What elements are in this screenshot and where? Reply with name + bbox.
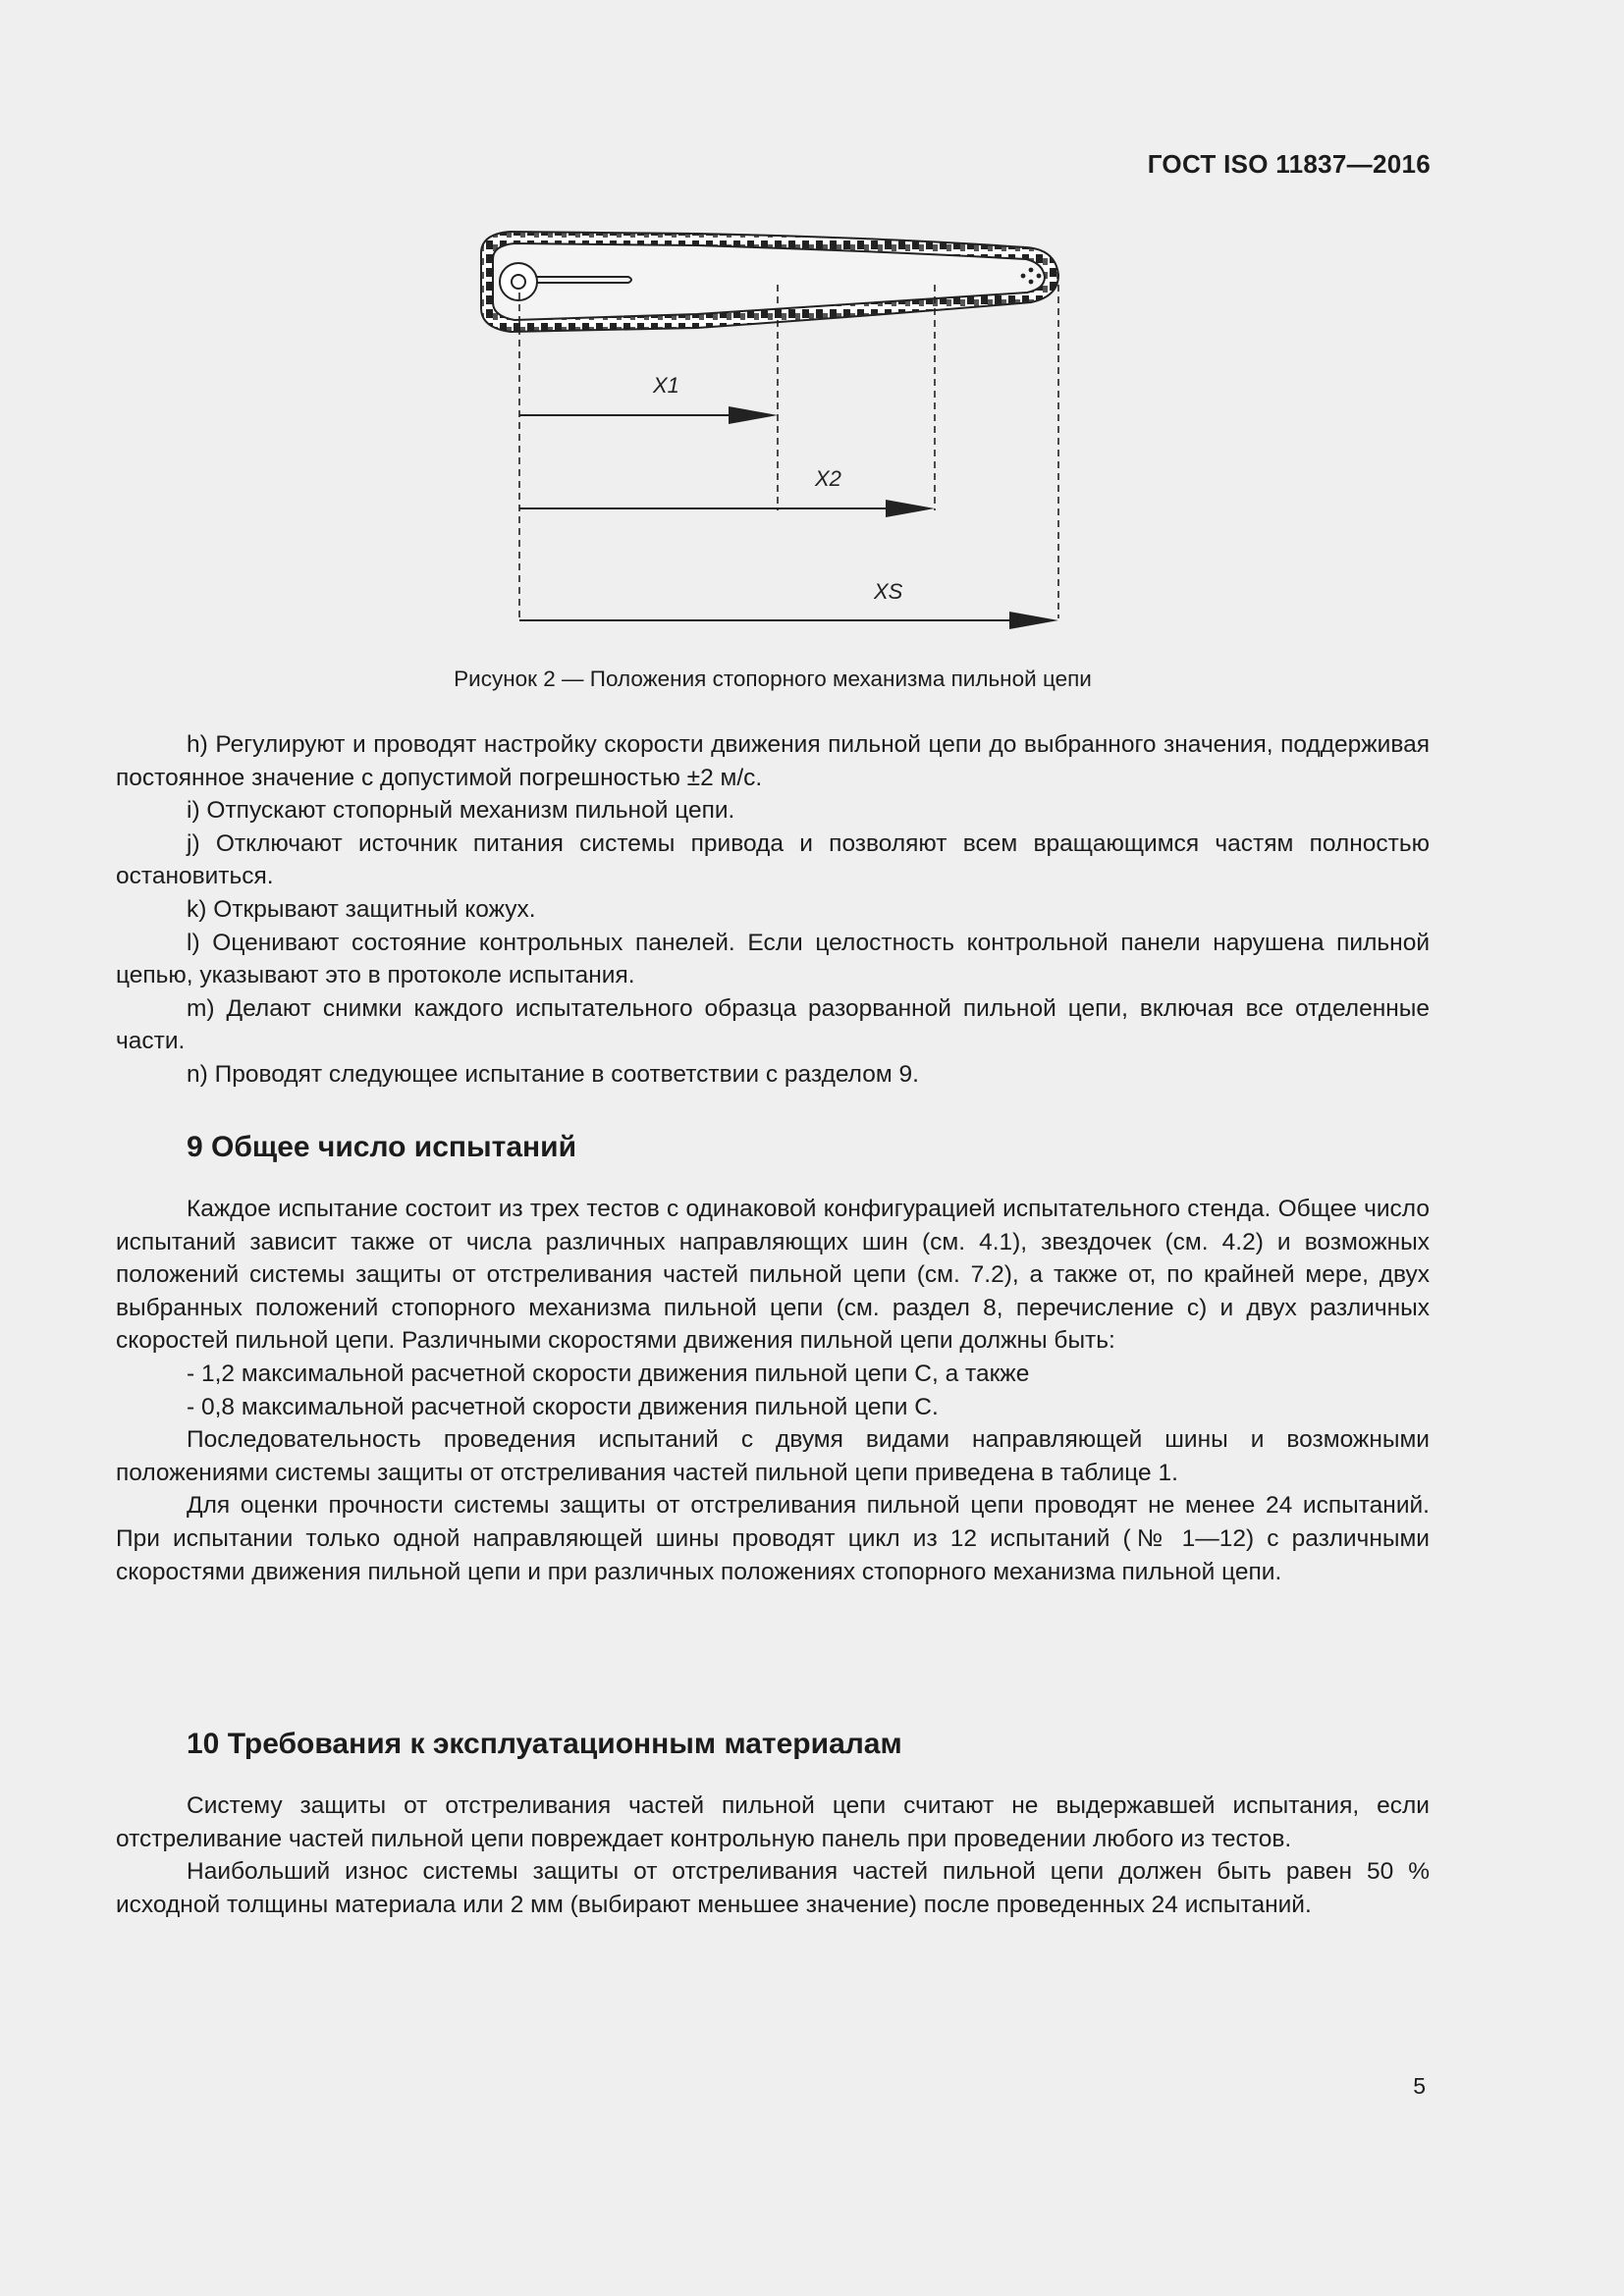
procedure-list	[116, 728, 1430, 1092]
list-item: l) Оценивают состояние контрольных панелей. Если целостность контрольной панели нарушена пильной цепью, указывают это в протоколе испытания.	[116, 929, 1430, 989]
paragraph: Для оценки прочности системы защиты от отстреливания пильной цепи проводят не менее 24 испытаний. При испытании только одной направляющей шины проводят цикл из 12 испытаний (№ 1—12) с различными скоростями движения пильной цепи и при различных положениях стопорного механизма пильной цепи.	[116, 1492, 1430, 1585]
list-item: i) Отпускают стопорный механизм пильной цепи.	[187, 797, 735, 825]
paragraph: Последовательность проведения испытаний с двумя видами направляющей шины и возможными положениями системы защиты от отстреливания частей пильной цепи приведена в таблице 1.	[116, 1426, 1430, 1486]
section-10-heading: 10 Требования к эксплуатационным материалам	[187, 1728, 902, 1760]
paragraph: Систему защиты от отстреливания частей пильной цепи считают не выдержавшей испытания, если отстреливание частей пильной цепи повреждает контрольную панель при проведении любого из тестов.	[116, 1792, 1430, 1852]
page-number: 5	[1413, 2073, 1426, 2099]
sprocket	[500, 263, 537, 300]
list-item: j) Отключают источник питания системы привода и позволяют всем вращающимся частям полностью остановиться.	[116, 829, 1430, 890]
speed-list-item: - 0,8 максимальной расчетной скорости движения пильной цепи С.	[187, 1393, 939, 1420]
arrow-x2	[886, 500, 935, 517]
figure-caption: Рисунок 2 — Положения стопорного механизма пильной цепи	[454, 667, 1092, 691]
label-xs: XS	[874, 579, 903, 604]
section-9-heading: 9 Общее число испытаний	[187, 1131, 577, 1163]
section-10-body	[116, 1789, 1430, 1921]
arrow-xs	[1009, 612, 1058, 629]
speed-list-item: - 1,2 максимальной расчетной скорости движения пильной цепи С, а также	[187, 1360, 1030, 1387]
list-item: h) Регулируют и проводят настройку скорости движения пильной цепи до выбранного значения, поддерживая постоянное значение с допустимой погрешностью ±2 м/с.	[116, 731, 1430, 791]
section-9-body	[116, 1193, 1430, 1588]
chain-stop-figure	[471, 226, 1080, 648]
paragraph: Каждое испытание состоит из трех тестов с одинаковой конфигурацией испытательного стенда. Общее число испытаний зависит также от числа различных направляющих шин (см. 4.1), звездочек (см. 4.2) и возможных положений системы защиты от отстреливания частей пильной цепи (см. 7.2), а также от, по крайней мере, двух выбранных положений стопорного механизма пильной цепи (см. раздел 8, перечисление с) и двух различных скоростей пильной цепи. Различными скоростями движения пильной цепи должны быть:	[116, 1196, 1430, 1355]
arrow-x1	[729, 406, 778, 424]
label-x1: X1	[653, 373, 679, 398]
label-x2: X2	[815, 466, 841, 491]
document-code: ГОСТ ISO 11837—2016	[1147, 149, 1431, 179]
list-item: m) Делают снимки каждого испытательного образца разорванной пильной цепи, включая все отделенные части.	[116, 994, 1430, 1055]
list-item: k) Открывают защитный кожух.	[187, 895, 536, 923]
list-item: n) Проводят следующее испытание в соответствии с разделом 9.	[187, 1060, 919, 1088]
paragraph: Наибольший износ системы защиты от отстреливания частей пильной цепи должен быть равен 50 % исходной толщины материала или 2 мм (выбирают меньшее значение) после проведенных 24 испытаний.	[116, 1858, 1430, 1918]
